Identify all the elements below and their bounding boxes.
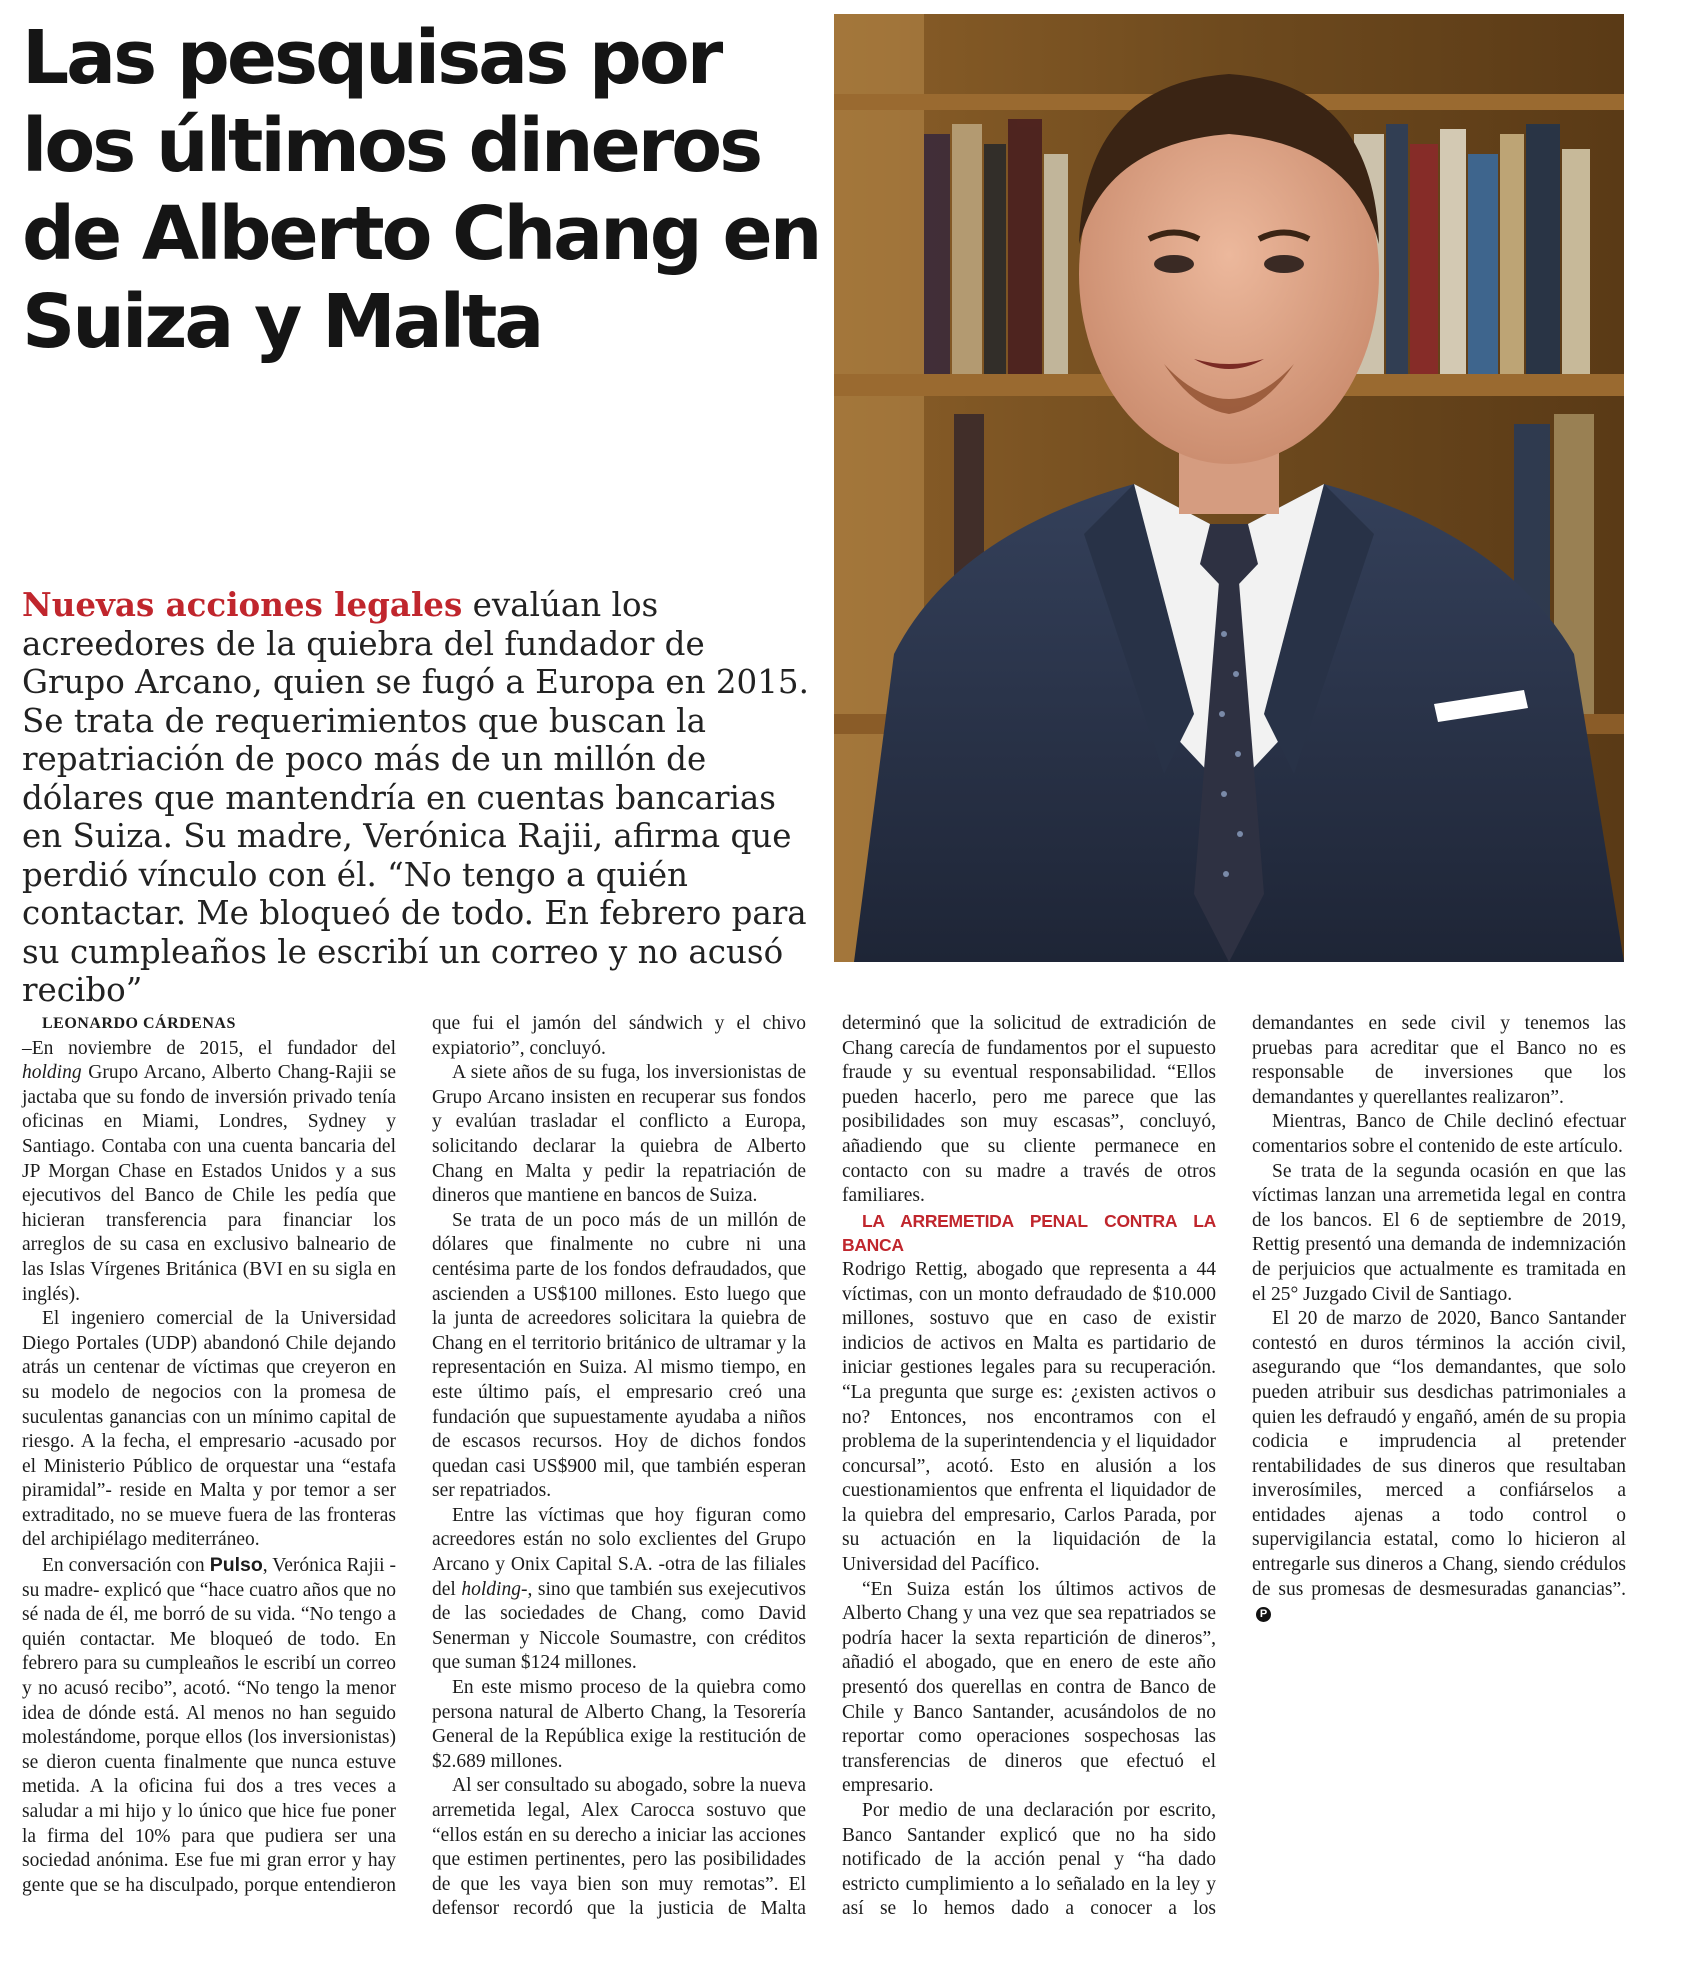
article-paragraph: Al ser consultado su abogado, sobre la nueva arremetida legal, Alex Carocca sostuvo que “ellos están en su derecho a iniciar las acciones que estimen pertinentes, pero las posibilidades de que les vaya bien son muy remotas”. El defensor recordó que la justicia de Malta determinó que la solicitud de extradición de Chang carecía de fundamentos por el supuesto fraude y su eventual responsabilidad. “Ellos pueden hacerlo, pero me parece que las posibilidades son muy escasas”, concluyó, añadiendo que su cliente permanece en contacto con su madre a través de otros familiares. <box>432 1013 1216 1920</box>
portrait-photo <box>834 14 1624 962</box>
article-body <box>22 1012 1626 1942</box>
article-paragraph: En este mismo proceso de la quiebra como persona natural de Alberto Chang, la Tesorería General de la República exige la restitución de $2.689 millones. <box>432 1677 806 1772</box>
end-mark-icon: P <box>1256 1607 1271 1622</box>
article-paragraph: El 20 de marzo de 2020, Banco Santander contestó en duros términos la acción civil, asegurando que “los demandantes, que solo pueden atribuir sus desdichas patrimoniales a quien les defraudó y engañó, amén de su propia codicia e imprudencia al pretender rentabilidades de sus dineros que resultaban inverosímiles, merced a confiárselos a entidades ajenas a todo control o supervigilancia estatal, como lo hicieron al entregarle sus dineros a Chang, siendo crédulos de sus promesas de desmesuradas ganancias”.P <box>1252 1308 1626 1621</box>
article-paragraph: Se trata de un poco más de un millón de dólares que finalmente no cubre ni una centésima parte de los fondos defraudados, que ascienden a US$100 millones. Esto luego que la junta de acreedores solicitara la quiebra de Chang en el territorio británico de ultramar y la representación en Suiza. Al mismo tiempo, en este último país, el empresario creó una fundación que supuestamente ayudaba a niños de escasos recursos. Hoy de dichos fondos quedan casi US$900 mil, que también esperan ser repatriados. <box>432 1209 806 1502</box>
pulso-brand: Pulso <box>209 1554 263 1577</box>
portrait-illustration <box>834 14 1624 962</box>
byline: LEONARDO CÁRDENAS <box>42 1015 236 1032</box>
article-paragraph: –En noviembre de 2015, el fundador del holding Grupo Arcano, Alberto Chang-Rajii se jactaba que su fondo de inversión privado tenía oficinas en Miami, Londres, Sydney y Santiago. Contaba con una cuenta bancaria del JP Morgan Chase en Estados Unidos y a sus ejecutivos del Banco de Chile les pedía que hicieran transferencia para financiar los arreglos de su casa en exclusivo balneario de las Islas Vírgenes Británica (BVI en su sigla en inglés). <box>22 1037 396 1305</box>
article-paragraph: “En Suiza están los últimos activos de Alberto Chang y una vez que sea repatriados se podría hacer la sexta repartición de dineros”, añadió el abogado, que en enero de este año presentó dos querellas en contra de Banco de Chile y Banco Santander, acusándolos de no reportar como operaciones sospechosas las transferencias de dineros que efectuó el empresario. <box>842 1578 1216 1797</box>
article-paragraph: Se trata de la segunda ocasión en que las víctimas lanzan una arremetida legal en contra de los bancos. El 6 de septiembre de 2019, Rettig presentó una demanda de indemnización de perjuicios que actualmente es tramitada en el 25° Juzgado Civil de Santiago. <box>1252 1160 1626 1305</box>
lead-highlight: Nuevas acciones legales <box>22 585 463 624</box>
section-subhead: LA ARREMETIDA PENAL CONTRA LA BANCA <box>842 1210 1216 1256</box>
article-paragraph: A siete años de su fuga, los inversionistas de Grupo Arcano insisten en recuperar sus fondos y evalúan trasladar el conflicto a Europa, solicitando declarar la quiebra de Alberto Chang en Malta y pedir la repatriación de dineros que mantiene en bancos de Suiza. <box>432 1062 806 1207</box>
article-paragraph: En conversación con Pulso, Verónica Rajii -su madre- explicó que “hace cuatro años que no sé nada de él, me borró de su vida. “No tengo a quién contactar. Me bloqueó de todo. En febrero para su cumpleaños le escribí un correo y no acusó recibo”, acotó. “No tengo la menor idea de dónde está. Al menos no han seguido molestándome, porque ellos (los inversionistas) se dieron cuenta finalmente que nunca estuve metida. A la oficina fui dos a tres veces a saludar a mi hijo y lo único que hice fue poner la firma del 10% para que pudiera ser una sociedad anónima. Ese fue mi gran error y hay gente que se ha disculpado, porque entendieron que fui el jamón del sándwich y el chivo expiatorio”, concluyó. <box>22 1013 806 1896</box>
article-paragraph: Entre las víctimas que hoy figuran como acreedores están no solo exclientes del Grupo Arcano y Onix Capital S.A. -otra de las filiales del holding-, sino que también sus exejecutivos de las sociedades de Chang, como David Senerman y Niccole Soumastre, con créditos que suman $124 millones. <box>432 1504 807 1674</box>
article-paragraph: El ingeniero comercial de la Universidad Diego Portales (UDP) abandonó Chile dejando atrás un centenar de víctimas que creyeron en su modelo de negocios con la promesa de suculentas ganancias con un mínimo capital de riesgo. A la fecha, el empresario -acusado por el Ministerio Público de orquestar una “estafa piramidal”- reside en Malta y por temor a ser extraditado, no se mueve fuera de las fronteras del archipiélago mediterráneo. <box>22 1308 396 1551</box>
lead-paragraph <box>22 586 812 1010</box>
article-paragraph: Rodrigo Rettig, abogado que representa a 44 víctimas, con un monto defraudado de $10.000 millones, sostuvo que en caso de existir indicios de activos en Malta es partidario de iniciar gestiones legales para su recuperación. “La pregunta que surge es: ¿existen activos o no? Entonces, nos encontramos con el problema de la superintendencia y el liquidador concursal”, acotó. Esto en alusión a los cuestionamientos que enfrenta el liquidador de la quiebra del empresario, Carlos Parada, por su actuación en la liquidación de la Universidad del Pacífico. <box>842 1258 1216 1576</box>
article-paragraph: Por medio de una declaración por escrito, Banco Santander explicó que no ha sido notificado de la acción penal y “ha dado estricto cumplimiento a lo señalado en la ley y así se lo hemos dado a conocer a los demandantes en sede civil y tenemos las pruebas para acreditar que el Banco no es responsable de inversiones que los demandantes y querellantes realizaron”. <box>842 1013 1626 1920</box>
headline: Las pesquisas por los últimos dineros de Alberto Chang en Suiza y Malta <box>22 15 820 365</box>
article-paragraph: Mientras, Banco de Chile declinó efectuar comentarios sobre el contenido de este artículo. <box>1252 1111 1626 1157</box>
lead-text: evalúan los acreedores de la quiebra del fundador de Grupo Arcano, quien se fugó a Europa en 2015. Se trata de requerimientos que buscan la repatriación de poco más de un millón de dólares que mantendría en cuentas bancarias en Suiza. Su madre, Verónica Rajii, afirma que perdió vínculo con él. “No tengo a quién contactar. Me bloqueó de todo. En febrero para su cumpleaños le escribí un correo y no acusó recibo” <box>22 586 809 1009</box>
